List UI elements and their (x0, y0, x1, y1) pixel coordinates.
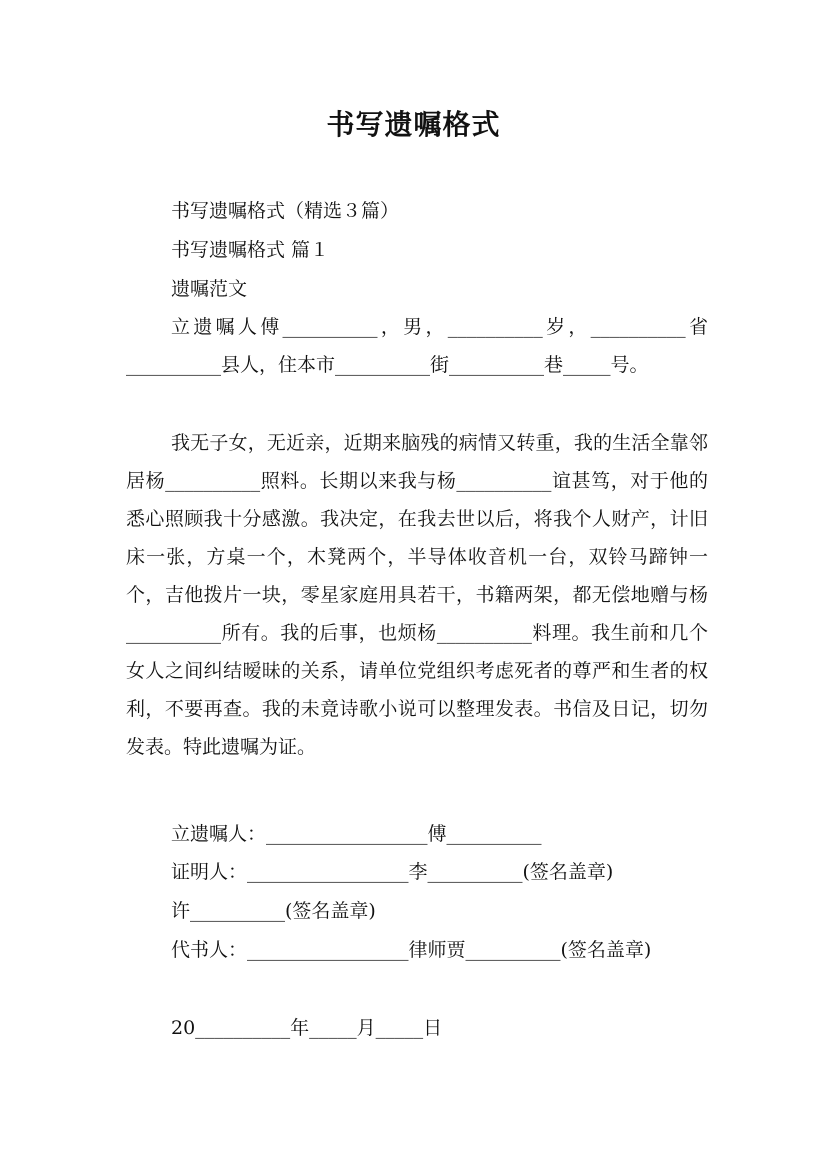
document-title: 书写遗嘱格式 (326, 108, 501, 141)
signature-testator: 立遗嘱人：_________________傅__________ (171, 823, 542, 845)
paragraph-testator-info: 立遗嘱人傅__________，男，__________岁，__________省__________县人，住本市__________街__________巷_____号。 (126, 316, 708, 376)
paragraph-will-body: 我无子女，无近亲，近期来脑残的病情又转重，我的生活全靠邻居杨__________照料。长期以来我与杨__________谊甚笃，对于他的悉心照顾我十分感激。我决定，在我去世以后，将我个人财产，计旧床一张，方桌一个，木凳两个，半导体收音机一台，双铃马蹄钟一个，吉他拨片一块，零星家庭用具若干，书籍两架，都无偿地赠与杨__________所有。我的后事，也烦杨__________料理。我生前和几个女人之间纠结暧昧的关系，请单位党组织考虑死者的尊严和生者的权利，不要再查。我的未竟诗歌小说可以整理发表。书信及日记，切勿发表。特此遗嘱为证。 (126, 432, 708, 758)
subtitle-selected: 书写遗嘱格式（精选３篇） (171, 200, 400, 222)
date-line: 20__________年_____月_____日 (171, 1017, 443, 1039)
subtitle-part-1: 书写遗嘱格式 篇１ (171, 239, 330, 261)
section-heading: 遗嘱范文 (171, 278, 248, 300)
signature-witness: 证明人：_________________李__________(签名盖章) (171, 861, 614, 883)
signature-witness-2: 许__________(签名盖章) (171, 900, 376, 922)
signature-agent: 代书人：_________________律师贾__________(签名盖章) (171, 939, 652, 961)
